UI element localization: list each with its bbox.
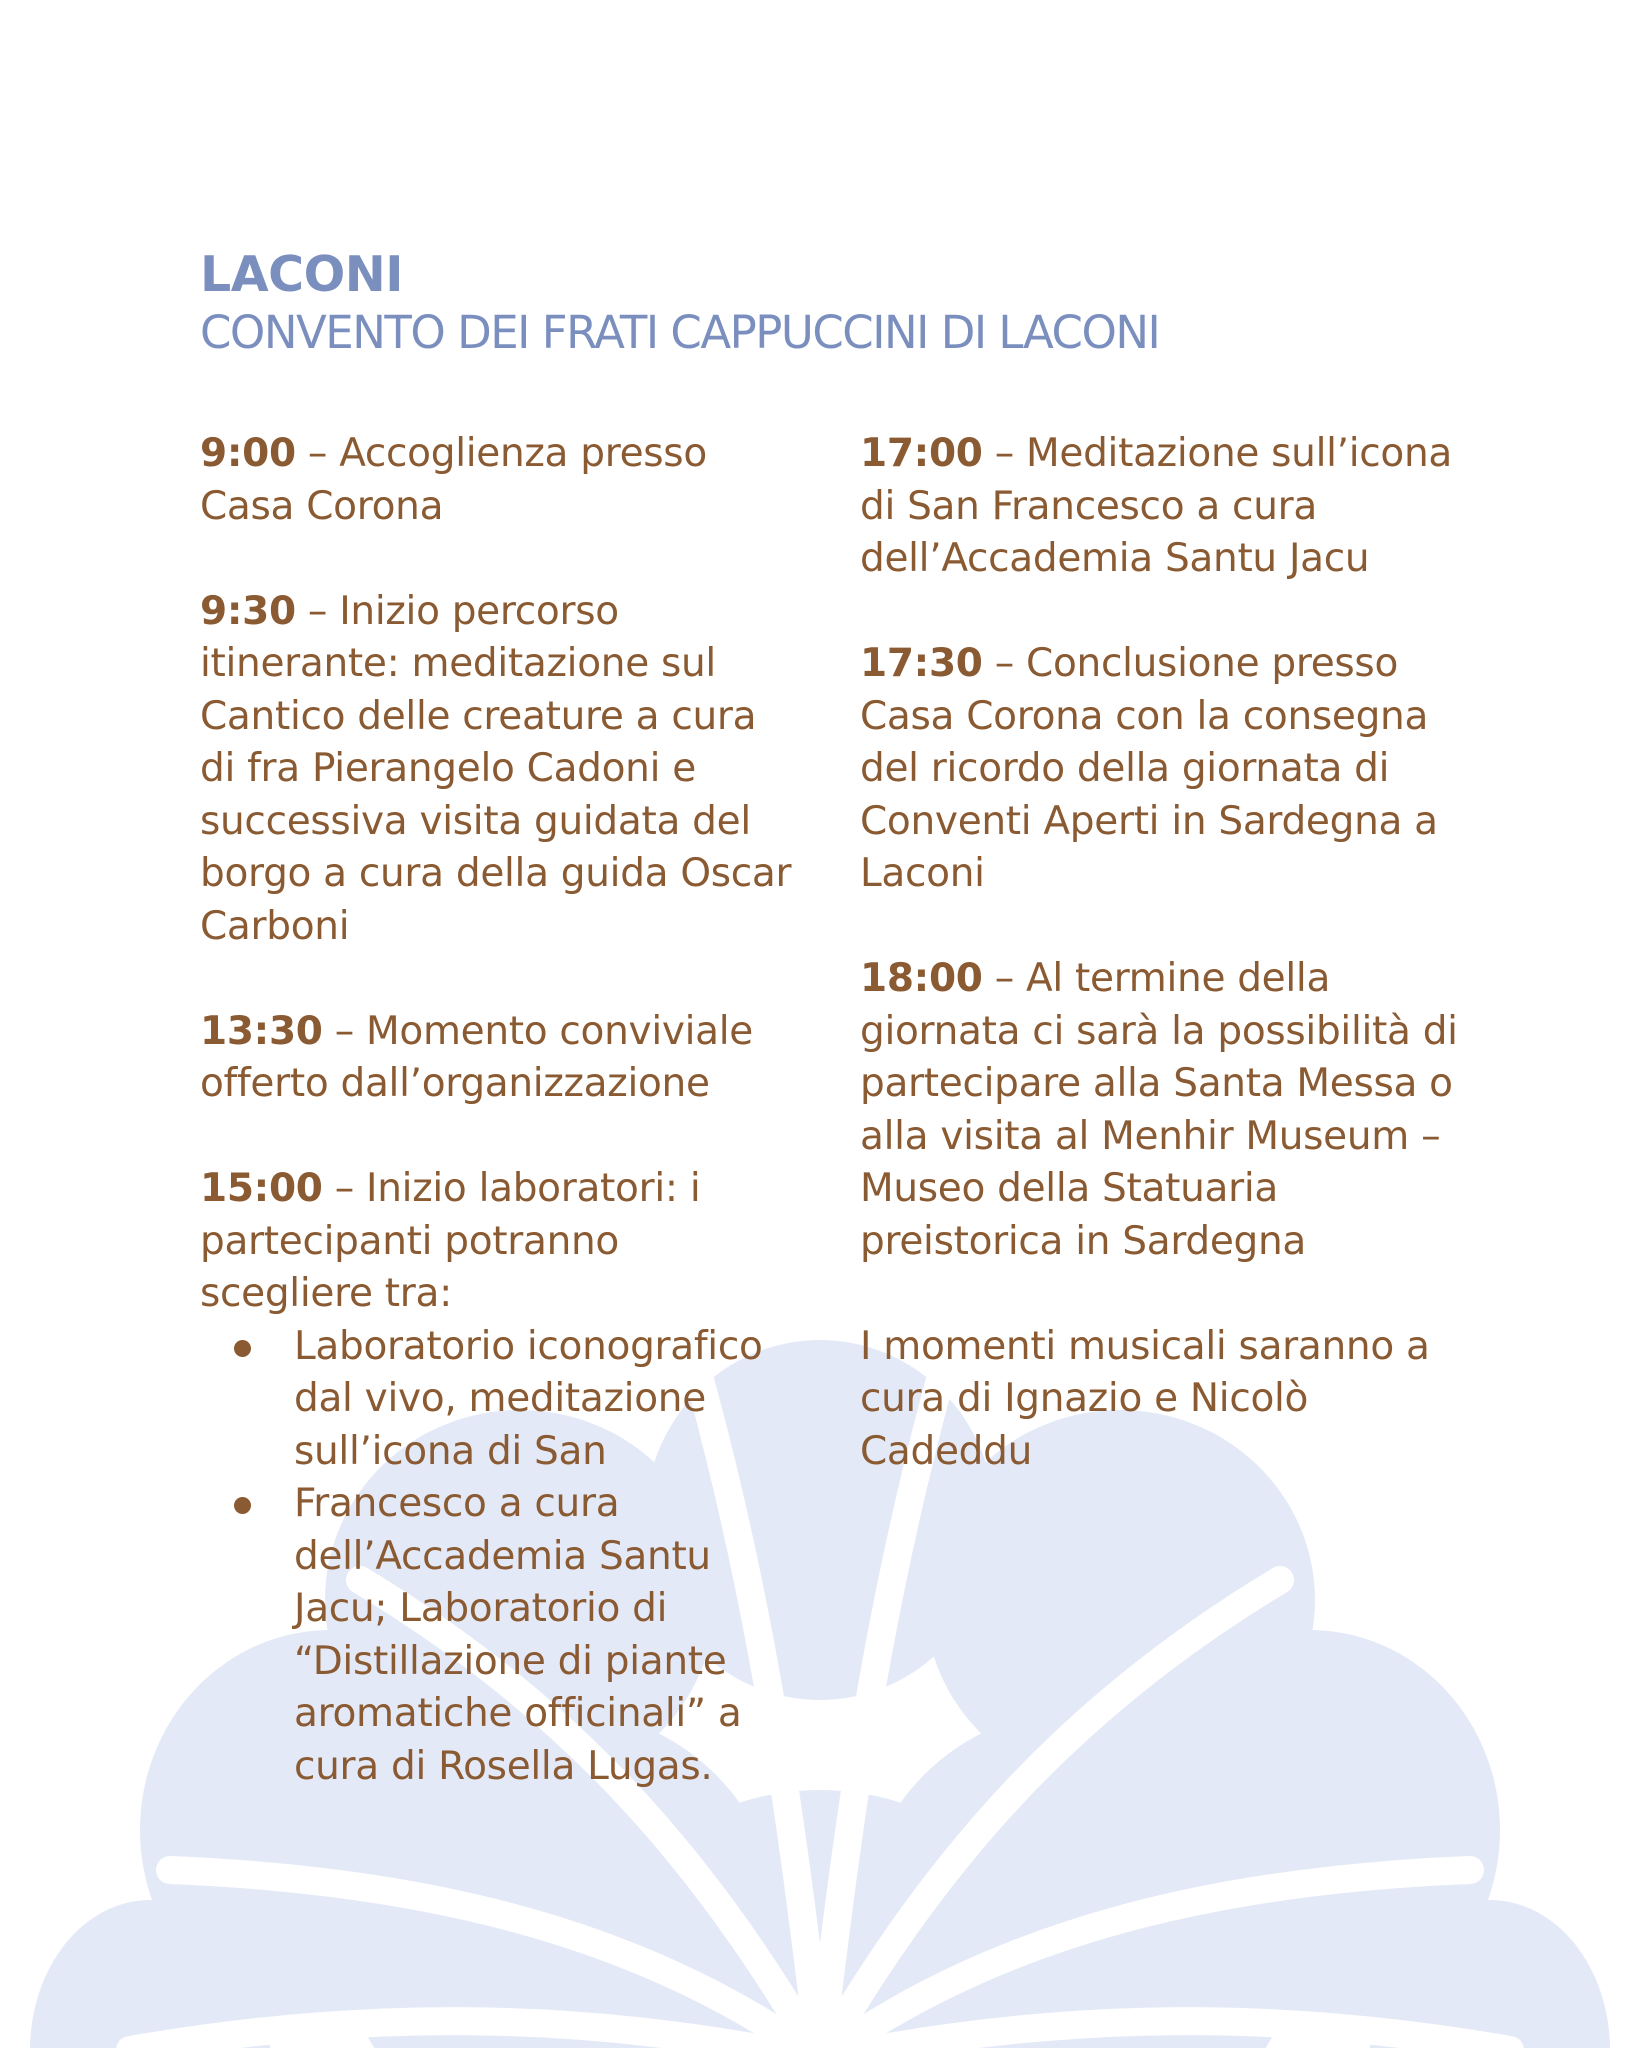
schedule-right-column	[860, 428, 1460, 1478]
schedule-entry	[200, 586, 800, 954]
entry-text: – Momento conviviale offerto dall’organizzazione	[200, 1008, 753, 1106]
schedule-entry	[860, 638, 1460, 901]
entry-text: – Meditazione sull’icona di San Francesco a cura dell’Accademia Santu Jacu	[860, 431, 1453, 581]
entry-text: – Conclusione presso Casa Corona con la consegna del ricordo della giornata di Conventi Aperti in Sardegna a Laconi	[860, 641, 1438, 896]
entry-time: 15:00	[200, 1166, 323, 1211]
list-item-text: Laboratorio iconografico dal vivo, meditazione sull’icona di San	[294, 1323, 763, 1474]
entry-text: – Inizio percorso itinerante: meditazione sul Cantico delle creature a cura di fra Pierangelo Cadoni e successiva visita guidata del borgo a cura della guida Oscar Carboni	[200, 588, 792, 949]
schedule-entry	[200, 1163, 800, 1793]
bullet-icon	[234, 1340, 251, 1357]
entry-time: 18:00	[860, 956, 983, 1001]
schedule-entry	[200, 428, 800, 533]
entry-time: 13:30	[200, 1008, 323, 1054]
entry-text: – Accoglienza presso Casa Corona	[200, 431, 707, 529]
page-subtitle: CONVENTO DEI FRATI CAPPUCCINI DI LACONI	[200, 306, 1160, 359]
schedule-entry	[860, 953, 1460, 1268]
bullet-icon	[234, 1497, 251, 1514]
entry-time: 17:30	[860, 641, 983, 686]
entry-time: 9:30	[200, 588, 296, 634]
entry-text: – Al termine della giornata ci sarà la possibilità di partecipare alla Santa Messa o alla visita al Menhir Museum – Museo della Statuaria preistorica in Sardegna	[860, 956, 1458, 1264]
music-note	[860, 1321, 1460, 1479]
music-note-text: I momenti musicali saranno a cura di Ignazio e Nicolò Cadeddu	[860, 1323, 1430, 1474]
entry-time: 17:00	[860, 431, 983, 476]
entry-text: – Inizio laboratori: i partecipanti potranno scegliere tra:	[200, 1166, 701, 1316]
schedule-left-column	[200, 428, 800, 1793]
list-item	[294, 1478, 800, 1793]
schedule-entry	[200, 1006, 800, 1111]
page-title: LACONI	[200, 246, 404, 303]
schedule-entry	[860, 428, 1460, 586]
workshop-list	[200, 1321, 800, 1794]
list-item-text: Francesco a cura dell’Accademia Santu Jacu; Laboratorio di “Distillazione di piante aromatiche officinali” a cura di Rosella Lugas.	[294, 1481, 742, 1789]
entry-time: 9:00	[200, 431, 296, 476]
list-item	[294, 1321, 800, 1479]
